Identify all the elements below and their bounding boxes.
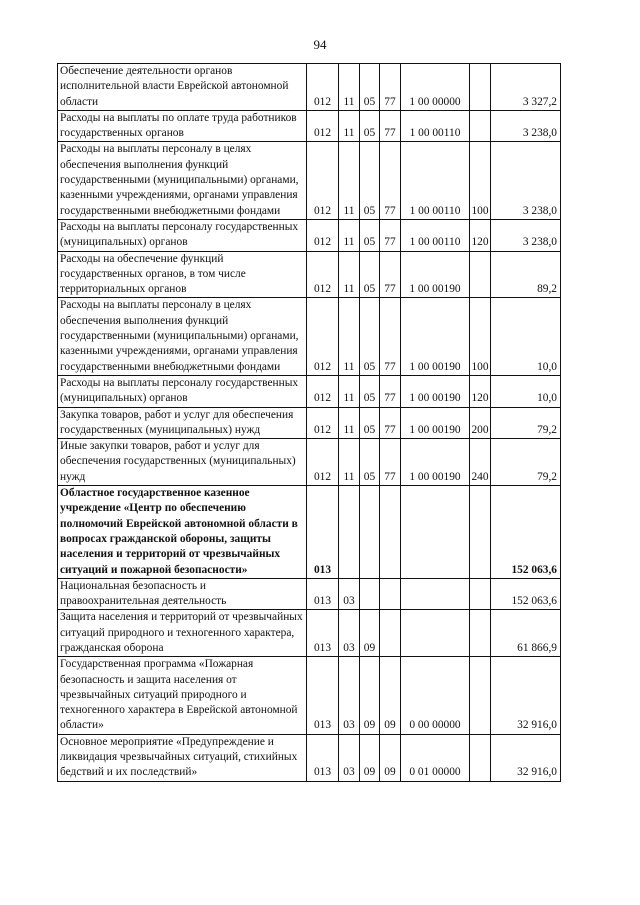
- target-article-cell: 1 00 00000: [401, 64, 470, 111]
- amount-cell: 61 866,9: [491, 610, 561, 657]
- table-row: [58, 439, 561, 486]
- section-code-cell: 11: [339, 439, 360, 486]
- amount-cell: 152 063,6: [491, 578, 561, 610]
- expense-type-cell: [470, 110, 491, 142]
- section-code-cell: 11: [339, 64, 360, 111]
- row-name-cell: Расходы на выплаты по оплате труда работников государственных органов: [58, 110, 307, 142]
- target-article-cell: 1 00 00190: [401, 375, 470, 407]
- amount-cell: 10,0: [491, 298, 561, 375]
- subsection-code-cell: 05: [360, 142, 380, 219]
- expense-type-cell: [470, 578, 491, 610]
- expense-type-cell: [470, 251, 491, 298]
- section-code-cell: 11: [339, 251, 360, 298]
- amount-cell: 3 238,0: [491, 219, 561, 251]
- amount-cell: 89,2: [491, 251, 561, 298]
- row-name-cell: Обеспечение деятельности органов исполнительной власти Еврейской автономной области: [58, 64, 307, 111]
- section-code-cell: 03: [339, 657, 360, 734]
- table-row: [58, 219, 561, 251]
- row-name-cell: Государственная программа «Пожарная безопасность и защита населения от чрезвычайных ситуаций природного и техногенного характера в Еврейской автономной области»: [58, 657, 307, 734]
- target-article-cell: [401, 578, 470, 610]
- ved-code-cell: 012: [307, 219, 339, 251]
- section-code-cell: 11: [339, 219, 360, 251]
- subsection-code-cell: 05: [360, 439, 380, 486]
- row-name-cell: Иные закупки товаров, работ и услуг для обеспечения государственных (муниципальных) нужд: [58, 439, 307, 486]
- subsection-code-cell: 05: [360, 64, 380, 111]
- target-article-cell: 1 00 00190: [401, 439, 470, 486]
- row-name-cell: Расходы на выплаты персоналу государственных (муниципальных) органов: [58, 375, 307, 407]
- subsection-code-cell: 09: [360, 610, 380, 657]
- expense-type-cell: 200: [470, 407, 491, 439]
- ved-code-cell: 013: [307, 578, 339, 610]
- amount-cell: 10,0: [491, 375, 561, 407]
- program-code-cell: 77: [380, 407, 401, 439]
- table-row: [58, 251, 561, 298]
- expense-type-cell: 120: [470, 219, 491, 251]
- table-row: [58, 734, 561, 781]
- ved-code-cell: 013: [307, 657, 339, 734]
- ved-code-cell: 012: [307, 110, 339, 142]
- table-row: [58, 657, 561, 734]
- program-code-cell: 77: [380, 110, 401, 142]
- program-code-cell: 77: [380, 64, 401, 111]
- expense-type-cell: [470, 610, 491, 657]
- target-article-cell: 0 00 00000: [401, 657, 470, 734]
- program-code-cell: 77: [380, 219, 401, 251]
- amount-cell: 32 916,0: [491, 734, 561, 781]
- subsection-code-cell: 05: [360, 375, 380, 407]
- budget-table: [57, 63, 561, 782]
- expense-type-cell: [470, 734, 491, 781]
- program-code-cell: 77: [380, 298, 401, 375]
- amount-cell: 79,2: [491, 407, 561, 439]
- target-article-cell: [401, 610, 470, 657]
- expense-type-cell: 120: [470, 375, 491, 407]
- section-code-cell: 11: [339, 110, 360, 142]
- target-article-cell: 1 00 00110: [401, 219, 470, 251]
- program-code-cell: [380, 578, 401, 610]
- expense-type-cell: 100: [470, 142, 491, 219]
- target-article-cell: 1 00 00190: [401, 298, 470, 375]
- table-row: [58, 578, 561, 610]
- row-name-cell: Национальная безопасность и правоохранительная деятельность: [58, 578, 307, 610]
- row-name-cell: Расходы на выплаты персоналу в целях обеспечения выполнения функций государственными (муниципальными) органами, казенными учреждениями, органами управления государственными внебюджетными фондами: [58, 298, 307, 375]
- table-row: [58, 375, 561, 407]
- expense-type-cell: 240: [470, 439, 491, 486]
- target-article-cell: 1 00 00110: [401, 110, 470, 142]
- ved-code-cell: 012: [307, 407, 339, 439]
- row-name-cell: Областное государственное казенное учреждение «Центр по обеспечению полномочий Еврейской автономной области в вопросах гражданской обороны, защиты населения и территорий от чрезвычайных ситуаций и пожарной безопасности»: [58, 486, 307, 579]
- target-article-cell: 0 01 00000: [401, 734, 470, 781]
- row-name-cell: Расходы на выплаты персоналу государственных (муниципальных) органов: [58, 219, 307, 251]
- table-row: [58, 142, 561, 219]
- program-code-cell: 09: [380, 657, 401, 734]
- subsection-code-cell: 05: [360, 298, 380, 375]
- expense-type-cell: [470, 486, 491, 579]
- section-code-cell: 11: [339, 298, 360, 375]
- ved-code-cell: 012: [307, 439, 339, 486]
- program-code-cell: [380, 610, 401, 657]
- subsection-code-cell: 05: [360, 407, 380, 439]
- target-article-cell: [401, 486, 470, 579]
- subsection-code-cell: 09: [360, 657, 380, 734]
- amount-cell: 152 063,6: [491, 486, 561, 579]
- ved-code-cell: 012: [307, 251, 339, 298]
- amount-cell: 3 238,0: [491, 142, 561, 219]
- ved-code-cell: 012: [307, 142, 339, 219]
- row-name-cell: Основное мероприятие «Предупреждение и ликвидация чрезвычайных ситуаций, стихийных бедствий и их последствий»: [58, 734, 307, 781]
- program-code-cell: 77: [380, 251, 401, 298]
- ved-code-cell: 013: [307, 610, 339, 657]
- program-code-cell: 77: [380, 375, 401, 407]
- expense-type-cell: 100: [470, 298, 491, 375]
- table-row: [58, 486, 561, 579]
- amount-cell: 32 916,0: [491, 657, 561, 734]
- table-row: [58, 64, 561, 111]
- amount-cell: 3 238,0: [491, 110, 561, 142]
- program-code-cell: 09: [380, 734, 401, 781]
- budget-table-body: [58, 64, 561, 782]
- ved-code-cell: 013: [307, 734, 339, 781]
- program-code-cell: 77: [380, 439, 401, 486]
- ved-code-cell: 012: [307, 375, 339, 407]
- subsection-code-cell: 05: [360, 219, 380, 251]
- table-row: [58, 610, 561, 657]
- expense-type-cell: [470, 64, 491, 111]
- row-name-cell: Закупка товаров, работ и услуг для обеспечения государственных (муниципальных) нужд: [58, 407, 307, 439]
- target-article-cell: 1 00 00190: [401, 407, 470, 439]
- target-article-cell: 1 00 00110: [401, 142, 470, 219]
- section-code-cell: 11: [339, 407, 360, 439]
- table-row: [58, 298, 561, 375]
- section-code-cell: [339, 486, 360, 579]
- subsection-code-cell: [360, 486, 380, 579]
- amount-cell: 79,2: [491, 439, 561, 486]
- subsection-code-cell: 05: [360, 110, 380, 142]
- amount-cell: 3 327,2: [491, 64, 561, 111]
- section-code-cell: 03: [339, 610, 360, 657]
- subsection-code-cell: 05: [360, 251, 380, 298]
- ved-code-cell: 013: [307, 486, 339, 579]
- section-code-cell: 03: [339, 578, 360, 610]
- subsection-code-cell: [360, 578, 380, 610]
- program-code-cell: 77: [380, 142, 401, 219]
- target-article-cell: 1 00 00190: [401, 251, 470, 298]
- ved-code-cell: 012: [307, 64, 339, 111]
- subsection-code-cell: 09: [360, 734, 380, 781]
- section-code-cell: 11: [339, 375, 360, 407]
- expense-type-cell: [470, 657, 491, 734]
- section-code-cell: 11: [339, 142, 360, 219]
- row-name-cell: Расходы на обеспечение функций государственных органов, в том числе территориальных органов: [58, 251, 307, 298]
- section-code-cell: 03: [339, 734, 360, 781]
- row-name-cell: Защита населения и территорий от чрезвычайных ситуаций природного и техногенного характера, гражданская оборона: [58, 610, 307, 657]
- page-number: 94: [313, 37, 327, 52]
- row-name-cell: Расходы на выплаты персоналу в целях обеспечения выполнения функций государственными (муниципальными) органами, казенными учреждениями, органами управления государственными внебюджетными фондами: [58, 142, 307, 219]
- table-row: [58, 407, 561, 439]
- program-code-cell: [380, 486, 401, 579]
- ved-code-cell: 012: [307, 298, 339, 375]
- table-row: [58, 110, 561, 142]
